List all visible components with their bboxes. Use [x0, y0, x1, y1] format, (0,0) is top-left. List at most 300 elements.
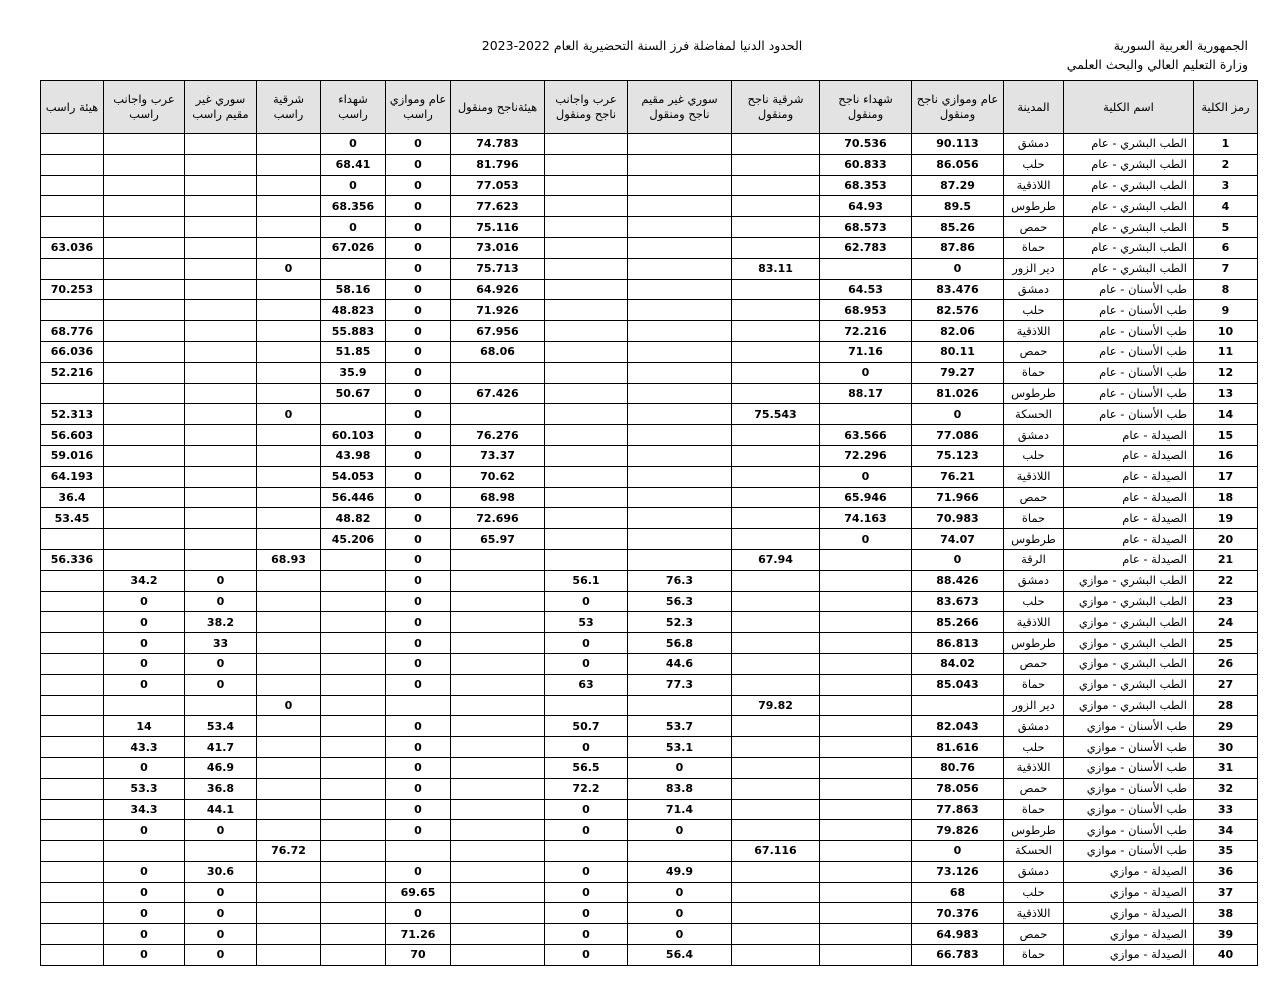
- table-cell: 76.21: [912, 466, 1004, 487]
- table-cell: [628, 487, 732, 508]
- table-cell: 55.883: [321, 321, 386, 342]
- table-cell: [257, 653, 321, 674]
- table-cell: 0: [185, 674, 257, 695]
- table-cell: [628, 529, 732, 550]
- table-cell: 56.5: [545, 757, 628, 778]
- table-cell: 0: [386, 633, 451, 654]
- table-cell: الطب البشري - عام: [1064, 196, 1194, 217]
- table-cell: [257, 237, 321, 258]
- table-cell: 0: [185, 591, 257, 612]
- table-cell: 82.06: [912, 321, 1004, 342]
- table-cell: 70.62: [451, 466, 545, 487]
- table-cell: 0: [386, 612, 451, 633]
- table-cell: 75.116: [451, 217, 545, 238]
- table-cell: الصيدلة - عام: [1064, 549, 1194, 570]
- table-cell: دمشق: [1004, 134, 1064, 155]
- table-cell: [41, 196, 104, 217]
- table-cell: [820, 799, 912, 820]
- table-cell: [41, 383, 104, 404]
- table-cell: [321, 757, 386, 778]
- table-cell: [545, 217, 628, 238]
- table-cell: 70.983: [912, 508, 1004, 529]
- table-cell: [257, 321, 321, 342]
- table-cell: [257, 716, 321, 737]
- table-cell: 15: [1194, 425, 1258, 446]
- table-row: [41, 716, 1258, 737]
- table-cell: 62.783: [820, 237, 912, 258]
- table-cell: 75.123: [912, 445, 1004, 466]
- table-cell: [732, 362, 820, 383]
- table-row: [41, 237, 1258, 258]
- table-cell: الطب البشري - موازي: [1064, 653, 1194, 674]
- page-title-wrap: [0, 38, 1280, 53]
- table-cell: 0: [386, 799, 451, 820]
- table-cell: 0: [545, 653, 628, 674]
- table-cell: [321, 653, 386, 674]
- table-cell: [104, 466, 185, 487]
- table-cell: 0: [912, 404, 1004, 425]
- table-cell: دمشق: [1004, 425, 1064, 446]
- table-cell: حماة: [1004, 945, 1064, 966]
- table-cell: 68.953: [820, 300, 912, 321]
- table-cell: 14: [1194, 404, 1258, 425]
- table-cell: [628, 383, 732, 404]
- table-cell: 56.603: [41, 425, 104, 446]
- table-cell: حماة: [1004, 237, 1064, 258]
- table-cell: 85.26: [912, 217, 1004, 238]
- table-cell: [820, 757, 912, 778]
- table-cell: 0: [386, 466, 451, 487]
- table-cell: [732, 757, 820, 778]
- table-cell: 0: [912, 258, 1004, 279]
- table-cell: [104, 549, 185, 570]
- table-cell: [451, 362, 545, 383]
- table-cell: 0: [104, 653, 185, 674]
- table-cell: 53.45: [41, 508, 104, 529]
- table-cell: 7: [1194, 258, 1258, 279]
- table-cell: 24: [1194, 612, 1258, 633]
- table-row: [41, 737, 1258, 758]
- table-cell: 72.216: [820, 321, 912, 342]
- column-header: المدينة: [1004, 81, 1064, 134]
- table-cell: 0: [386, 737, 451, 758]
- table-cell: 70.536: [820, 134, 912, 155]
- table-cell: 48.823: [321, 300, 386, 321]
- table-cell: حمص: [1004, 778, 1064, 799]
- table-cell: [185, 341, 257, 362]
- table-cell: 68.776: [41, 321, 104, 342]
- table-cell: 0: [104, 945, 185, 966]
- table-cell: 52.216: [41, 362, 104, 383]
- table-cell: [820, 716, 912, 737]
- table-cell: 0: [545, 820, 628, 841]
- table-cell: دمشق: [1004, 570, 1064, 591]
- table-cell: [41, 591, 104, 612]
- table-cell: الصيدلة - موازي: [1064, 924, 1194, 945]
- table-cell: 0: [185, 820, 257, 841]
- table-cell: 44.6: [628, 653, 732, 674]
- table-cell: 74.783: [451, 134, 545, 155]
- table-cell: [104, 134, 185, 155]
- table-cell: [41, 674, 104, 695]
- table-header-row: [41, 81, 1258, 134]
- table-cell: [545, 466, 628, 487]
- table-cell: طرطوس: [1004, 196, 1064, 217]
- admission-table: [40, 80, 1258, 966]
- table-cell: [257, 861, 321, 882]
- table-row: [41, 404, 1258, 425]
- table-cell: 0: [104, 757, 185, 778]
- table-cell: [545, 841, 628, 862]
- table-cell: 44.1: [185, 799, 257, 820]
- table-row: [41, 279, 1258, 300]
- table-cell: [451, 716, 545, 737]
- table-cell: [545, 425, 628, 446]
- table-cell: 70.376: [912, 903, 1004, 924]
- table-cell: 0: [628, 924, 732, 945]
- table-cell: 0: [386, 903, 451, 924]
- table-cell: حماة: [1004, 799, 1064, 820]
- table-cell: 82.576: [912, 300, 1004, 321]
- table-cell: [41, 570, 104, 591]
- table-cell: [104, 237, 185, 258]
- table-cell: [545, 154, 628, 175]
- table-cell: 0: [386, 820, 451, 841]
- table-cell: 68.06: [451, 341, 545, 362]
- table-cell: [321, 612, 386, 633]
- table-cell: [386, 841, 451, 862]
- table-cell: طب الأسنان - موازي: [1064, 799, 1194, 820]
- table-cell: الصيدلة - عام: [1064, 529, 1194, 550]
- table-cell: 67.426: [451, 383, 545, 404]
- table-cell: 86.813: [912, 633, 1004, 654]
- table-cell: [321, 945, 386, 966]
- table-cell: [545, 321, 628, 342]
- table-cell: 16: [1194, 445, 1258, 466]
- table-cell: 0: [321, 217, 386, 238]
- table-cell: [451, 861, 545, 882]
- table-cell: الصيدلة - عام: [1064, 425, 1194, 446]
- table-cell: [451, 591, 545, 612]
- table-cell: 0: [104, 861, 185, 882]
- table-cell: [185, 695, 257, 716]
- table-cell: 53.4: [185, 716, 257, 737]
- table-cell: 0: [820, 466, 912, 487]
- table-cell: 56.4: [628, 945, 732, 966]
- table-cell: [257, 778, 321, 799]
- table-cell: [257, 487, 321, 508]
- table-cell: 0: [386, 237, 451, 258]
- table-cell: 0: [545, 737, 628, 758]
- table-cell: [321, 258, 386, 279]
- ministry-label: وزارة التعليم العالي والبحث العلمي: [1066, 57, 1248, 72]
- table-cell: [41, 799, 104, 820]
- table-cell: 31: [1194, 757, 1258, 778]
- table-cell: 0: [545, 799, 628, 820]
- table-cell: طب الأسنان - عام: [1064, 341, 1194, 362]
- table-cell: الرقة: [1004, 549, 1064, 570]
- table-cell: 54.053: [321, 466, 386, 487]
- table-cell: 0: [386, 154, 451, 175]
- table-cell: [451, 757, 545, 778]
- table-cell: 0: [386, 279, 451, 300]
- table-cell: الصيدلة - عام: [1064, 487, 1194, 508]
- table-cell: 68.98: [451, 487, 545, 508]
- table-cell: 10: [1194, 321, 1258, 342]
- table-cell: 53: [545, 612, 628, 633]
- table-cell: 0: [386, 196, 451, 217]
- table-cell: [185, 425, 257, 446]
- table-cell: 88.426: [912, 570, 1004, 591]
- table-cell: [732, 737, 820, 758]
- table-cell: 83.11: [732, 258, 820, 279]
- table-cell: 63: [545, 674, 628, 695]
- table-cell: 0: [545, 945, 628, 966]
- table-cell: طب الأسنان - موازي: [1064, 841, 1194, 862]
- table-cell: [820, 882, 912, 903]
- table-cell: [732, 799, 820, 820]
- table-cell: 33: [185, 633, 257, 654]
- table-cell: [257, 924, 321, 945]
- table-cell: [545, 383, 628, 404]
- table-cell: 70.253: [41, 279, 104, 300]
- table-cell: 87.86: [912, 237, 1004, 258]
- table-cell: الصيدلة - موازي: [1064, 945, 1194, 966]
- table-cell: 17: [1194, 466, 1258, 487]
- table-cell: 0: [386, 716, 451, 737]
- table-cell: [185, 466, 257, 487]
- table-row: [41, 445, 1258, 466]
- table-cell: 83.673: [912, 591, 1004, 612]
- table-cell: 77.863: [912, 799, 1004, 820]
- table-cell: 72.696: [451, 508, 545, 529]
- table-cell: [41, 820, 104, 841]
- table-row: [41, 570, 1258, 591]
- table-cell: الصيدلة - عام: [1064, 466, 1194, 487]
- table-cell: 68.353: [820, 175, 912, 196]
- table-cell: [732, 591, 820, 612]
- table-cell: [185, 549, 257, 570]
- table-row: [41, 612, 1258, 633]
- table-row: [41, 321, 1258, 342]
- table-cell: 81.796: [451, 154, 545, 175]
- table-cell: [185, 404, 257, 425]
- table-cell: [732, 154, 820, 175]
- table-row: [41, 258, 1258, 279]
- table-cell: 0: [386, 549, 451, 570]
- table-cell: [545, 487, 628, 508]
- table-cell: [41, 653, 104, 674]
- table-cell: [104, 279, 185, 300]
- table-cell: الطب البشري - موازي: [1064, 570, 1194, 591]
- table-cell: 56.8: [628, 633, 732, 654]
- table-cell: [104, 425, 185, 446]
- table-cell: طب الأسنان - عام: [1064, 279, 1194, 300]
- table-cell: 64.926: [451, 279, 545, 300]
- table-cell: [104, 508, 185, 529]
- table-row: [41, 466, 1258, 487]
- table-cell: 2: [1194, 154, 1258, 175]
- table-cell: [257, 591, 321, 612]
- table-cell: 66.036: [41, 341, 104, 362]
- table-cell: 71.966: [912, 487, 1004, 508]
- table-cell: [41, 945, 104, 966]
- table-row: [41, 924, 1258, 945]
- table-cell: 0: [545, 861, 628, 882]
- table-cell: 80.11: [912, 341, 1004, 362]
- table-cell: [451, 778, 545, 799]
- table-cell: الطب البشري - موازي: [1064, 591, 1194, 612]
- table-cell: 3: [1194, 175, 1258, 196]
- table-row: [41, 841, 1258, 862]
- table-row: [41, 487, 1258, 508]
- table-cell: 68.41: [321, 154, 386, 175]
- table-cell: [257, 134, 321, 155]
- table-cell: [41, 778, 104, 799]
- table-cell: طب الأسنان - عام: [1064, 321, 1194, 342]
- table-cell: 83.8: [628, 778, 732, 799]
- table-cell: حماة: [1004, 508, 1064, 529]
- table-cell: [732, 487, 820, 508]
- table-cell: دير الزور: [1004, 695, 1064, 716]
- table-cell: 35: [1194, 841, 1258, 862]
- table-cell: الطب البشري - عام: [1064, 258, 1194, 279]
- table-cell: 88.17: [820, 383, 912, 404]
- table-cell: [451, 695, 545, 716]
- column-header: هيئة راسب: [41, 81, 104, 134]
- table-cell: [912, 695, 1004, 716]
- table-row: [41, 945, 1258, 966]
- table-cell: حمص: [1004, 341, 1064, 362]
- table-cell: 56.446: [321, 487, 386, 508]
- table-cell: 13: [1194, 383, 1258, 404]
- table-cell: [732, 882, 820, 903]
- table-cell: [257, 383, 321, 404]
- table-cell: الطب البشري - عام: [1064, 217, 1194, 238]
- table-cell: [185, 237, 257, 258]
- table-cell: الطب البشري - عام: [1064, 154, 1194, 175]
- table-cell: طب الأسنان - موازي: [1064, 778, 1194, 799]
- table-cell: [41, 633, 104, 654]
- table-cell: 76.72: [257, 841, 321, 862]
- table-cell: الطب البشري - عام: [1064, 134, 1194, 155]
- table-cell: 90.113: [912, 134, 1004, 155]
- table-cell: 68.93: [257, 549, 321, 570]
- table-cell: 67.94: [732, 549, 820, 570]
- table-cell: [732, 466, 820, 487]
- table-cell: حماة: [1004, 674, 1064, 695]
- table-cell: 14: [104, 716, 185, 737]
- table-cell: 81.616: [912, 737, 1004, 758]
- table-cell: [321, 674, 386, 695]
- column-header: شرقية راسب: [257, 81, 321, 134]
- table-cell: 73.016: [451, 237, 545, 258]
- table-cell: 48.82: [321, 508, 386, 529]
- table-row: [41, 217, 1258, 238]
- column-header: عام وموازي ناجح ومنقول: [912, 81, 1004, 134]
- table-cell: [628, 300, 732, 321]
- table-cell: 0: [386, 757, 451, 778]
- table-cell: 1: [1194, 134, 1258, 155]
- table-row: [41, 549, 1258, 570]
- table-cell: [41, 716, 104, 737]
- table-cell: [820, 404, 912, 425]
- table-cell: دير الزور: [1004, 258, 1064, 279]
- table-cell: 0: [386, 300, 451, 321]
- table-cell: 53.7: [628, 716, 732, 737]
- table-cell: [257, 362, 321, 383]
- republic-label: الجمهورية العربية السورية: [1113, 38, 1248, 53]
- table-row: [41, 778, 1258, 799]
- table-cell: 36.8: [185, 778, 257, 799]
- table-cell: حلب: [1004, 300, 1064, 321]
- table-cell: طب الأسنان - موازي: [1064, 716, 1194, 737]
- table-cell: [732, 279, 820, 300]
- table-cell: 0: [912, 841, 1004, 862]
- table-cell: 86.056: [912, 154, 1004, 175]
- table-cell: 0: [386, 861, 451, 882]
- table-cell: [104, 487, 185, 508]
- table-cell: [185, 279, 257, 300]
- table-cell: 64.193: [41, 466, 104, 487]
- table-cell: [104, 695, 185, 716]
- table-cell: 43.3: [104, 737, 185, 758]
- table-row: [41, 757, 1258, 778]
- table-cell: 25: [1194, 633, 1258, 654]
- table-cell: [628, 404, 732, 425]
- table-cell: [628, 425, 732, 446]
- table-cell: [451, 945, 545, 966]
- table-cell: [732, 861, 820, 882]
- table-cell: 0: [386, 175, 451, 196]
- table-cell: 52.3: [628, 612, 732, 633]
- table-cell: [257, 279, 321, 300]
- column-header: عرب واجانب راسب: [104, 81, 185, 134]
- table-cell: [732, 633, 820, 654]
- table-cell: [628, 508, 732, 529]
- table-cell: [257, 196, 321, 217]
- column-header: سوري غير مقيم ناجح ومنقول: [628, 81, 732, 134]
- table-cell: [732, 653, 820, 674]
- table-cell: 0: [321, 134, 386, 155]
- table-cell: [451, 612, 545, 633]
- table-cell: 63.036: [41, 237, 104, 258]
- table-cell: 0: [628, 820, 732, 841]
- column-header: شرقية ناجح ومنقول: [732, 81, 820, 134]
- table-cell: حلب: [1004, 154, 1064, 175]
- table-cell: 0: [386, 445, 451, 466]
- table-cell: [732, 445, 820, 466]
- table-cell: 0: [257, 258, 321, 279]
- table-row: [41, 341, 1258, 362]
- table-row: [41, 820, 1258, 841]
- table-cell: 0: [185, 924, 257, 945]
- table-cell: الطب البشري - موازي: [1064, 612, 1194, 633]
- table-cell: [732, 570, 820, 591]
- table-cell: [451, 737, 545, 758]
- table-cell: 0: [386, 425, 451, 446]
- table-cell: [820, 549, 912, 570]
- table-cell: [257, 217, 321, 238]
- table-cell: [628, 237, 732, 258]
- table-cell: [732, 674, 820, 695]
- table-cell: [257, 341, 321, 362]
- table-cell: الصيدلة - موازي: [1064, 861, 1194, 882]
- table-cell: 0: [185, 653, 257, 674]
- table-cell: طرطوس: [1004, 820, 1064, 841]
- table-cell: [321, 799, 386, 820]
- table-cell: [628, 445, 732, 466]
